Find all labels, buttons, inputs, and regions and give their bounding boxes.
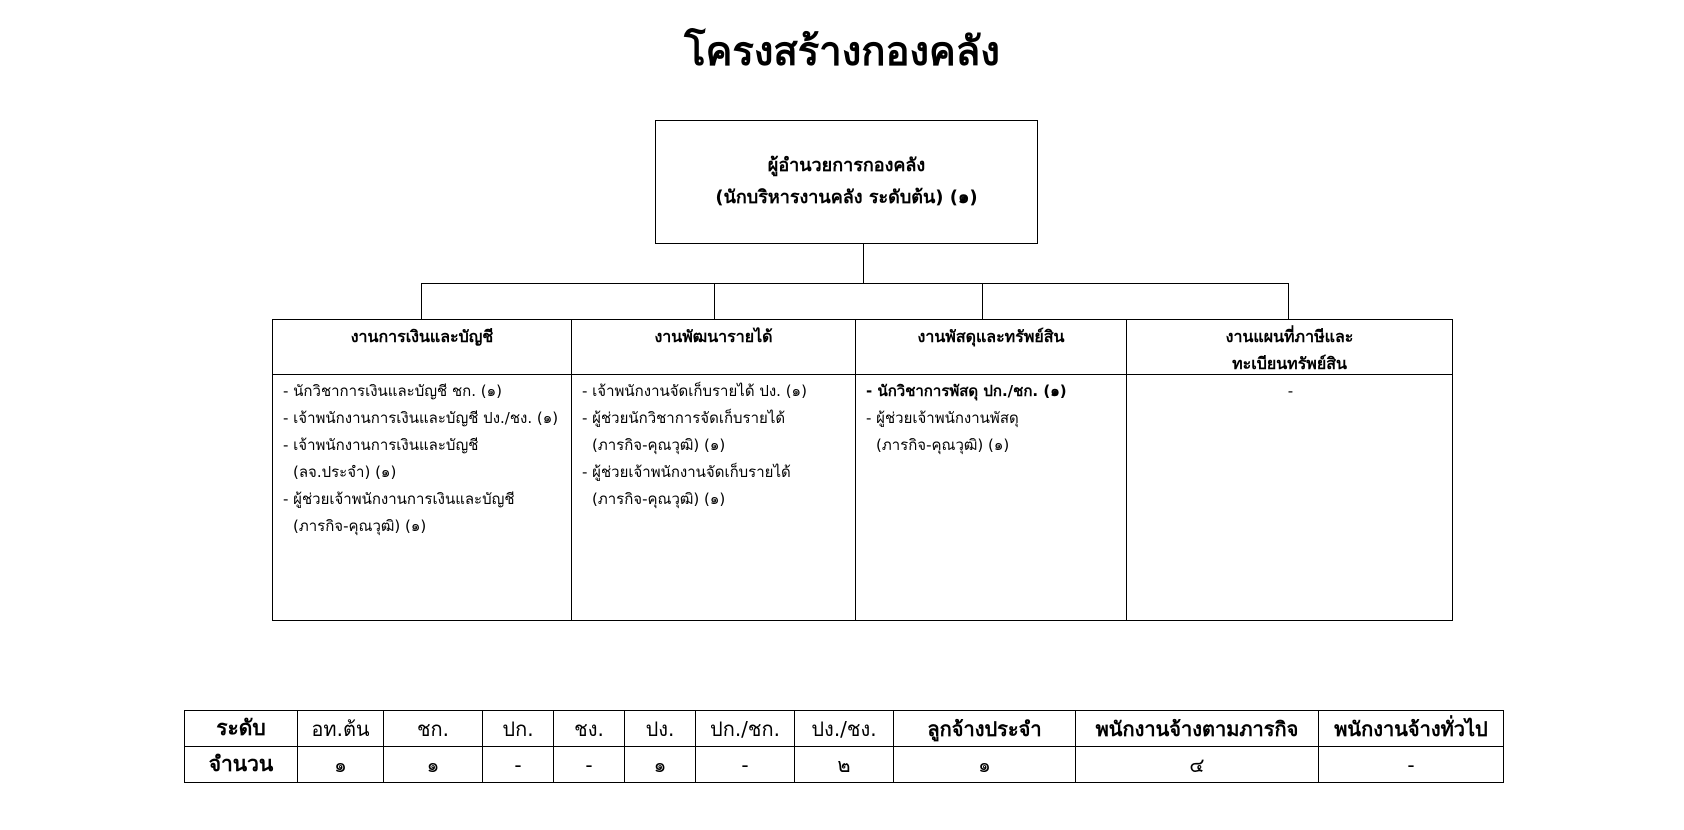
staff-item: - ผู้ช่วยเจ้าพนักงานจัดเก็บรายได้ — [582, 463, 791, 481]
department-column-tax-map — [1127, 320, 1452, 620]
staff-item: (ภารกิจ-คุณวุฒิ) (๑) — [876, 436, 1010, 454]
summary-level-cell: ปง./ชง. — [795, 711, 894, 747]
summary-level-cell: ลูกจ้างประจำ — [894, 711, 1076, 747]
staff-item: - เจ้าพนักงานการเงินและบัญชี — [283, 436, 479, 454]
summary-count-cell: ๑ — [298, 747, 384, 783]
department-header: งานพัฒนารายได้ — [572, 320, 855, 375]
department-staff-list — [856, 375, 1126, 459]
department-staff-list — [273, 375, 571, 540]
summary-count-cell: - — [1319, 747, 1504, 783]
staff-item: (ภารกิจ-คุณวุฒิ) (๑) — [592, 436, 726, 454]
summary-count-cell: ๑ — [384, 747, 483, 783]
connector-drop-4 — [1288, 283, 1289, 320]
staff-item: (ลจ.ประจำ) (๑) — [293, 463, 397, 481]
summary-count-cell: ๔ — [1076, 747, 1319, 783]
summary-level-cell: อท.ต้น — [298, 711, 384, 747]
summary-level-cell: ชง. — [554, 711, 625, 747]
connector-horizontal — [421, 283, 1289, 284]
summary-level-cell: พนักงานจ้างทั่วไป — [1319, 711, 1504, 747]
director-position: (นักบริหารงานคลัง ระดับต้น) (๑) — [715, 187, 978, 208]
summary-count-cell: ๑ — [894, 747, 1076, 783]
summary-count-cell: - — [696, 747, 795, 783]
staff-item: - เจ้าพนักงานการเงินและบัญชี ปง./ชง. (๑) — [283, 409, 559, 427]
summary-count-cell: ๑ — [625, 747, 696, 783]
staff-item: - เจ้าพนักงานจัดเก็บรายได้ ปง. (๑) — [582, 382, 807, 400]
summary-row-counts — [185, 747, 1504, 783]
staff-item: - นักวิชาการพัสดุ ปก./ชก. (๑) — [866, 382, 1067, 400]
connector-drop-1 — [421, 283, 422, 320]
department-column-finance — [273, 320, 572, 620]
summary-row-label: จำนวน — [185, 747, 298, 783]
summary-level-cell: ปก./ชก. — [696, 711, 795, 747]
summary-level-cell: ปง. — [625, 711, 696, 747]
director-title: ผู้อำนวยการกองคลัง — [767, 155, 926, 176]
summary-count-cell: - — [483, 747, 554, 783]
staff-item: (ภารกิจ-คุณวุฒิ) (๑) — [592, 490, 726, 508]
department-header: งานแผนที่ภาษีและ ทะเบียนทรัพย์สิน — [1127, 320, 1452, 375]
staff-summary-table — [184, 710, 1504, 783]
department-header: งานการเงินและบัญชี — [273, 320, 571, 375]
summary-level-cell: ปก. — [483, 711, 554, 747]
department-header: งานพัสดุและทรัพย์สิน — [856, 320, 1126, 375]
department-table — [272, 319, 1453, 621]
summary-count-cell: - — [554, 747, 625, 783]
department-staff-list — [572, 375, 855, 513]
staff-item: - นักวิชาการเงินและบัญชี ชก. (๑) — [283, 382, 503, 400]
department-column-supplies — [856, 320, 1127, 620]
staff-item: - ผู้ช่วยเจ้าพนักงานการเงินและบัญชี — [283, 490, 515, 508]
staff-item: - ผู้ช่วยนักวิชาการจัดเก็บรายได้ — [582, 409, 786, 427]
director-box — [655, 120, 1038, 244]
page-title: โครงสร้างกองคลัง — [684, 29, 1000, 75]
summary-row-levels — [185, 711, 1504, 747]
summary-row-label: ระดับ — [185, 711, 298, 747]
summary-level-cell: ชก. — [384, 711, 483, 747]
connector-drop-2 — [714, 283, 715, 320]
department-column-revenue — [572, 320, 856, 620]
connector-vertical-main — [863, 244, 864, 283]
summary-count-cell: ๒ — [795, 747, 894, 783]
connector-drop-3 — [982, 283, 983, 320]
staff-item: - — [1287, 382, 1294, 400]
summary-level-cell: พนักงานจ้างตามภารกิจ — [1076, 711, 1319, 747]
staff-item: - ผู้ช่วยเจ้าพนักงานพัสดุ — [866, 409, 1019, 427]
staff-item: (ภารกิจ-คุณวุฒิ) (๑) — [293, 517, 427, 535]
department-staff-list — [1127, 375, 1452, 405]
